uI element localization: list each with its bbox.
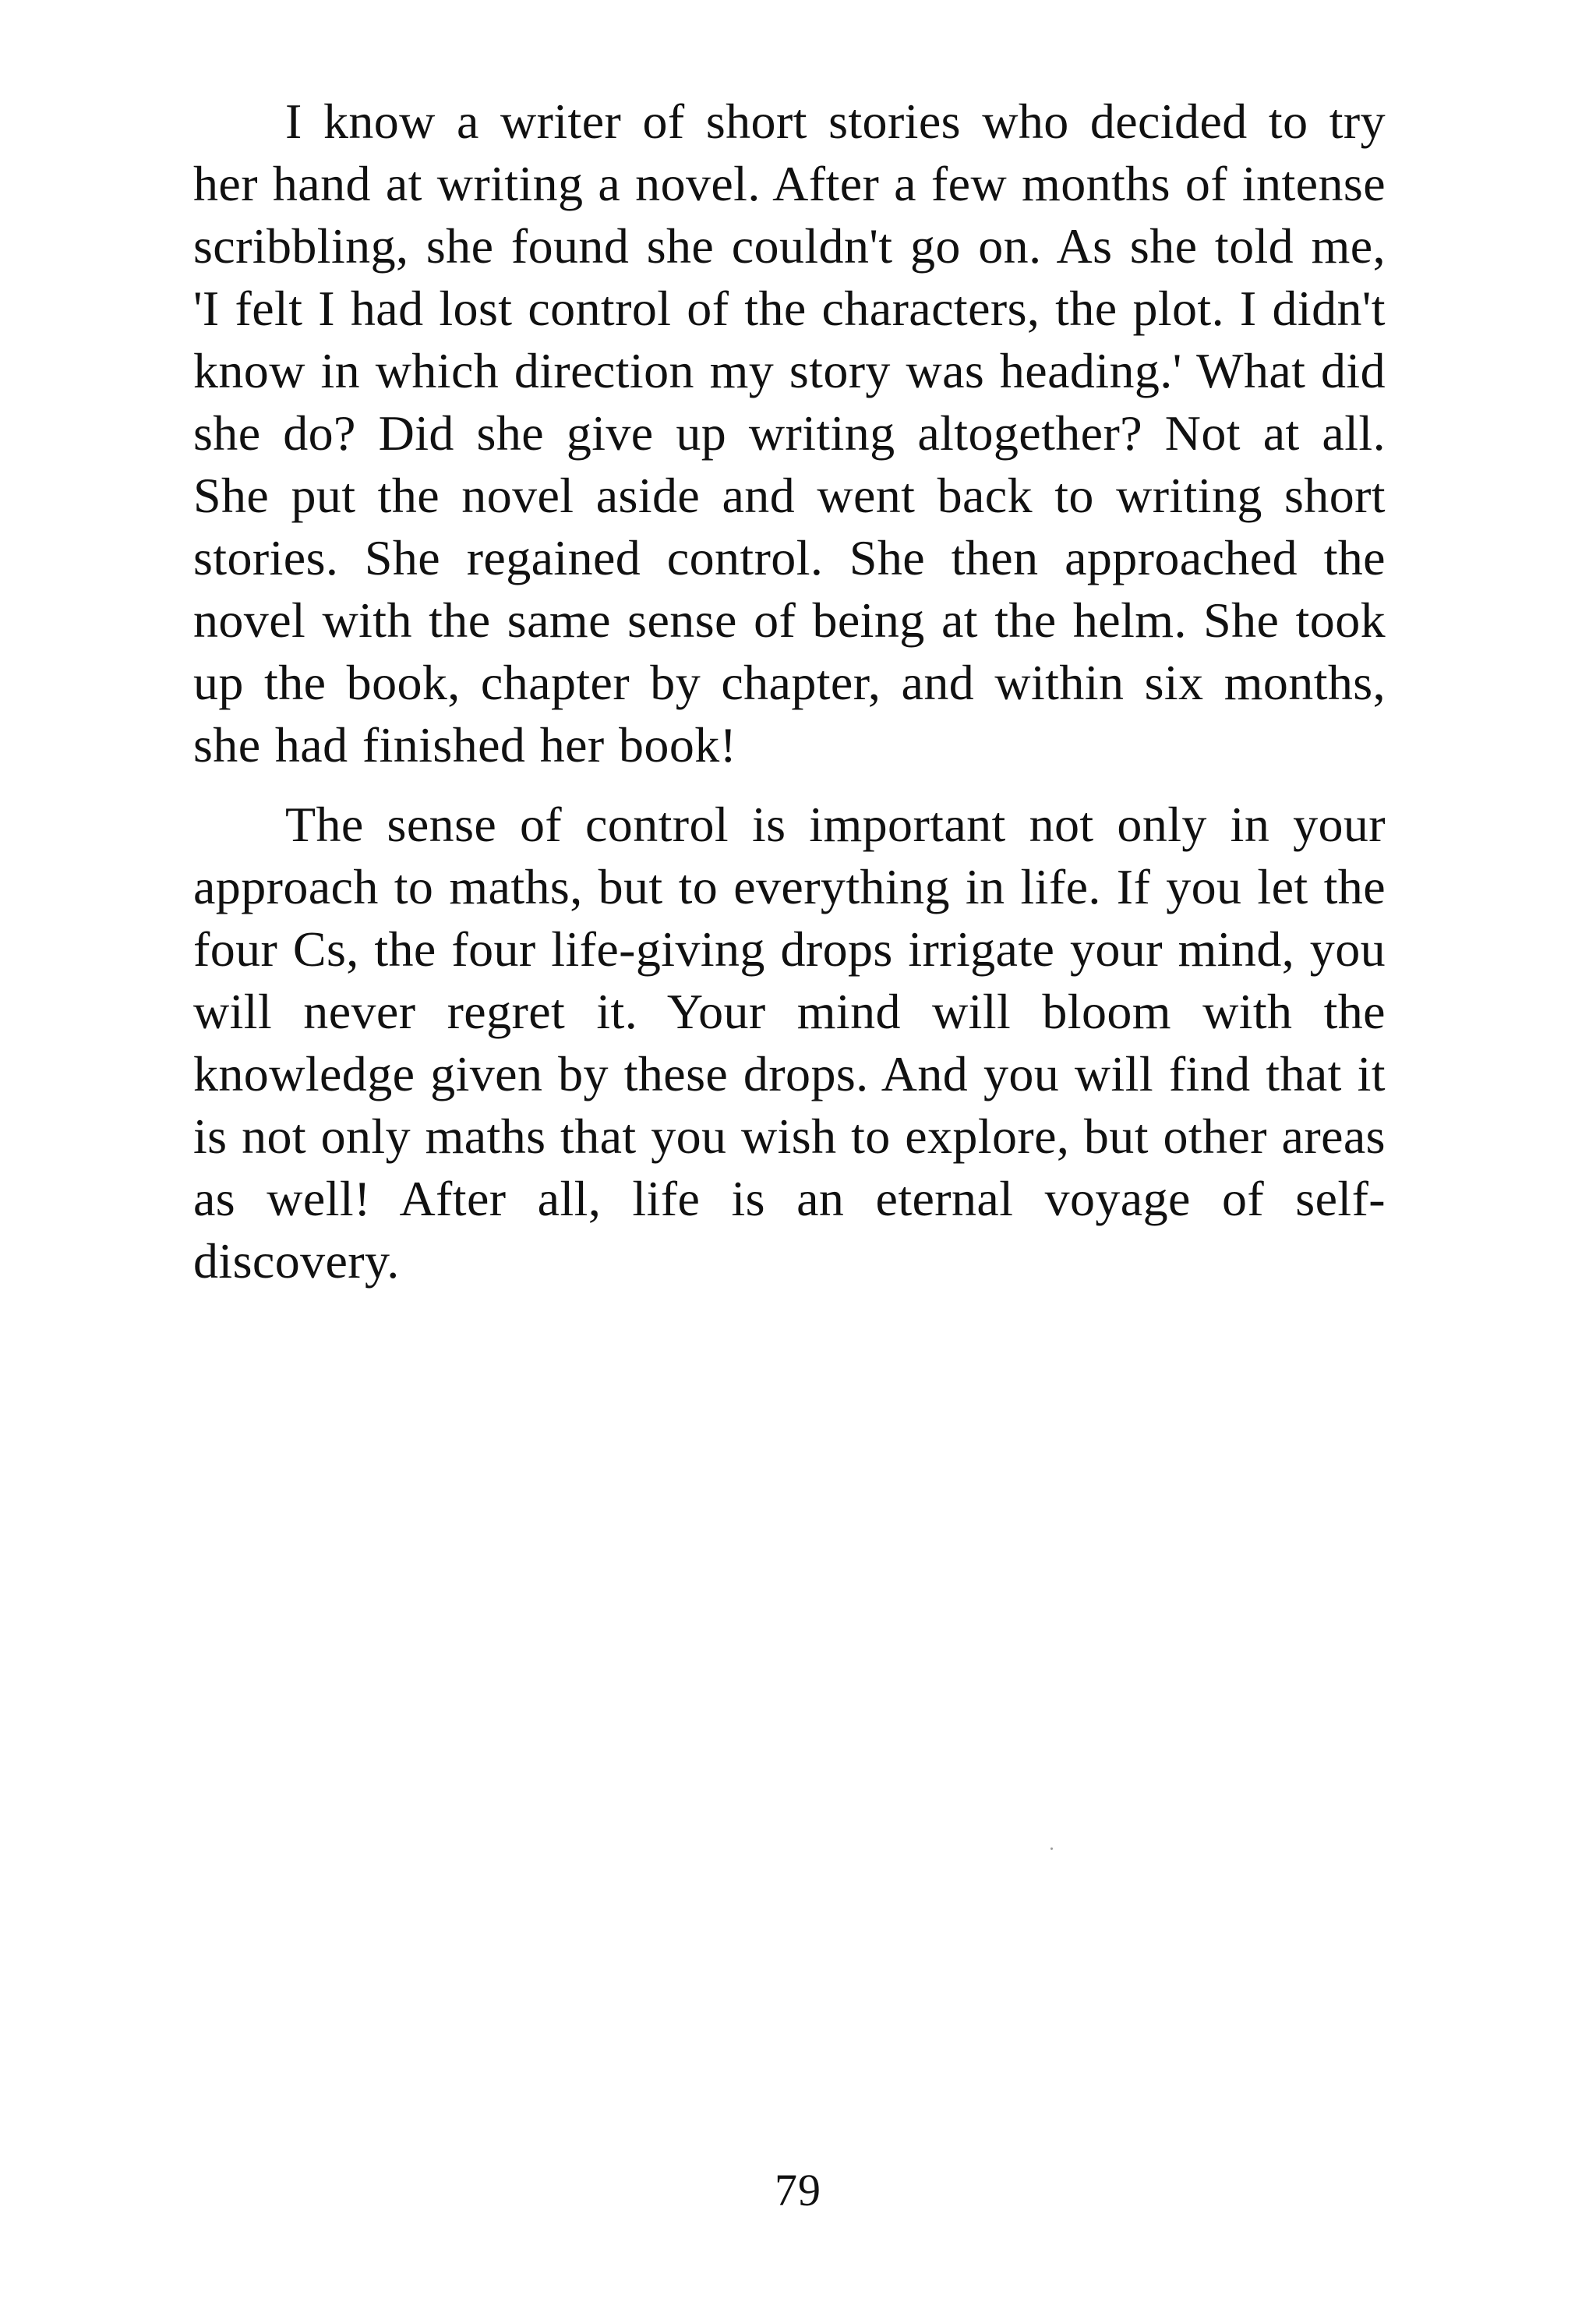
paragraph-sense-of-control: The sense of control is important not only in your approach to maths, but to everything in life. If you let the four Cs, the four life-giving drops irrigate your mind, you will never regret it. Your mind will bloom with the knowledge given by these drops. And you will find that it is not only maths that you wish to explore, but other areas as well! After all, life is an eternal voyage of self-discovery. [193, 797, 1386, 1289]
body-text [193, 90, 1386, 1292]
paragraph-writer-story: I know a writer of short stories who decided to try her hand at writing a novel. After a few months of intense scribbling, she found she couldn't go on. As she told me, 'I felt I had lost control of the characters, the plot. I didn't know in which direction my story was heading.' What did she do? Did she give up writing altogether? Not at all. She put the novel aside and went back to writing short stories. She regained control. She then approached the novel with the same sense of being at the helm. She took up the book, chapter by chapter, and within six months, she had finished her book! [193, 94, 1386, 773]
page-number: 79 [775, 2165, 821, 2215]
scan-speck [1050, 1847, 1053, 1850]
